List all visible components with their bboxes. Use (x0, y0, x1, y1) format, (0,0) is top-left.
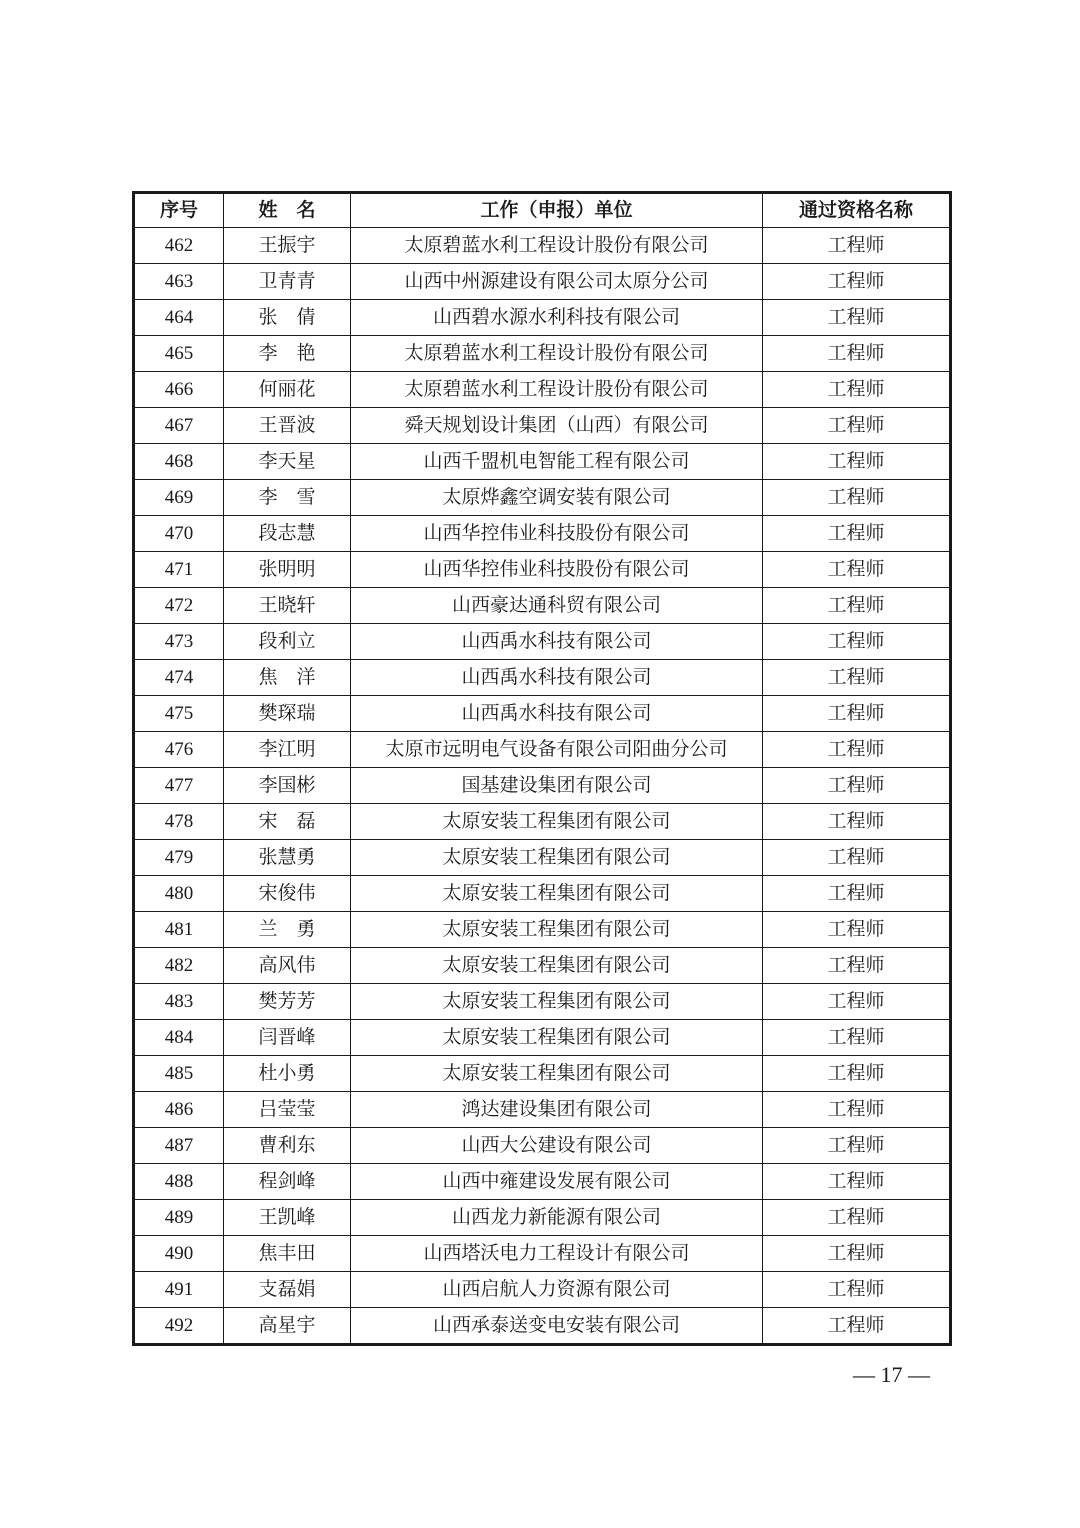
cell-name: 段志慧 (224, 516, 351, 552)
cell-unit: 山西中州源建设有限公司太原分公司 (351, 264, 763, 300)
cell-name: 吕莹莹 (224, 1092, 351, 1128)
cell-index: 475 (134, 696, 224, 732)
cell-name: 王振宇 (224, 228, 351, 264)
cell-unit: 山西华控伟业科技股份有限公司 (351, 552, 763, 588)
header-index: 序号 (134, 193, 224, 228)
cell-name: 曹利东 (224, 1128, 351, 1164)
cell-name: 李国彬 (224, 768, 351, 804)
cell-index: 488 (134, 1164, 224, 1200)
table-row (134, 624, 951, 660)
cell-name: 支磊娟 (224, 1272, 351, 1308)
cell-unit: 太原安装工程集团有限公司 (351, 840, 763, 876)
cell-name: 宋俊伟 (224, 876, 351, 912)
table-row (134, 444, 951, 480)
cell-name: 高风伟 (224, 948, 351, 984)
header-row (134, 193, 951, 228)
cell-unit: 太原市远明电气设备有限公司阳曲分公司 (351, 732, 763, 768)
table-row (134, 1056, 951, 1092)
table-row (134, 1092, 951, 1128)
cell-name: 焦丰田 (224, 1236, 351, 1272)
cell-index: 462 (134, 228, 224, 264)
cell-qualification: 工程师 (763, 1164, 951, 1200)
cell-unit: 舜天规划设计集团（山西）有限公司 (351, 408, 763, 444)
cell-unit: 太原安装工程集团有限公司 (351, 984, 763, 1020)
cell-name: 程剑峰 (224, 1164, 351, 1200)
cell-unit: 太原安装工程集团有限公司 (351, 1056, 763, 1092)
table-row (134, 1308, 951, 1345)
cell-unit: 太原安装工程集团有限公司 (351, 1020, 763, 1056)
table-row (134, 912, 951, 948)
cell-index: 483 (134, 984, 224, 1020)
cell-name: 李 艳 (224, 336, 351, 372)
cell-index: 472 (134, 588, 224, 624)
cell-index: 481 (134, 912, 224, 948)
cell-name: 张慧勇 (224, 840, 351, 876)
cell-name: 高星宇 (224, 1308, 351, 1345)
cell-index: 473 (134, 624, 224, 660)
cell-qualification: 工程师 (763, 300, 951, 336)
cell-qualification: 工程师 (763, 372, 951, 408)
table-row (134, 1272, 951, 1308)
cell-index: 465 (134, 336, 224, 372)
cell-unit: 太原安装工程集团有限公司 (351, 876, 763, 912)
table-row (134, 1020, 951, 1056)
cell-unit: 山西豪达通科贸有限公司 (351, 588, 763, 624)
cell-unit: 山西千盟机电智能工程有限公司 (351, 444, 763, 480)
cell-unit: 山西大公建设有限公司 (351, 1128, 763, 1164)
cell-name: 兰 勇 (224, 912, 351, 948)
cell-qualification: 工程师 (763, 912, 951, 948)
table-row (134, 876, 951, 912)
cell-unit: 山西塔沃电力工程设计有限公司 (351, 1236, 763, 1272)
cell-qualification: 工程师 (763, 1200, 951, 1236)
cell-unit: 太原安装工程集团有限公司 (351, 912, 763, 948)
cell-index: 485 (134, 1056, 224, 1092)
cell-qualification: 工程师 (763, 732, 951, 768)
cell-index: 480 (134, 876, 224, 912)
cell-qualification: 工程师 (763, 480, 951, 516)
cell-name: 樊芳芳 (224, 984, 351, 1020)
cell-index: 491 (134, 1272, 224, 1308)
cell-name: 李天星 (224, 444, 351, 480)
table-row (134, 372, 951, 408)
table-row (134, 588, 951, 624)
cell-index: 492 (134, 1308, 224, 1345)
cell-qualification: 工程师 (763, 696, 951, 732)
cell-name: 段利立 (224, 624, 351, 660)
cell-index: 464 (134, 300, 224, 336)
cell-unit: 太原烨鑫空调安装有限公司 (351, 480, 763, 516)
cell-unit: 山西龙力新能源有限公司 (351, 1200, 763, 1236)
table-row (134, 948, 951, 984)
cell-index: 476 (134, 732, 224, 768)
cell-index: 489 (134, 1200, 224, 1236)
table-row (134, 660, 951, 696)
cell-name: 李江明 (224, 732, 351, 768)
table-row (134, 408, 951, 444)
cell-qualification: 工程师 (763, 948, 951, 984)
cell-index: 474 (134, 660, 224, 696)
cell-index: 479 (134, 840, 224, 876)
table-row (134, 1236, 951, 1272)
table-row (134, 264, 951, 300)
cell-qualification: 工程师 (763, 552, 951, 588)
header-name: 姓 名 (224, 193, 351, 228)
cell-unit: 山西启航人力资源有限公司 (351, 1272, 763, 1308)
table-row (134, 228, 951, 264)
cell-name: 焦 洋 (224, 660, 351, 696)
cell-unit: 太原碧蓝水利工程设计股份有限公司 (351, 336, 763, 372)
cell-index: 468 (134, 444, 224, 480)
cell-qualification: 工程师 (763, 408, 951, 444)
cell-name: 卫青青 (224, 264, 351, 300)
cell-name: 杜小勇 (224, 1056, 351, 1092)
cell-unit: 山西中雍建设发展有限公司 (351, 1164, 763, 1200)
cell-qualification: 工程师 (763, 1092, 951, 1128)
table-header (134, 193, 951, 228)
cell-qualification: 工程师 (763, 1236, 951, 1272)
cell-index: 463 (134, 264, 224, 300)
cell-index: 467 (134, 408, 224, 444)
cell-name: 王凯峰 (224, 1200, 351, 1236)
cell-qualification: 工程师 (763, 876, 951, 912)
page-number: — 17 — (853, 1362, 930, 1387)
cell-qualification: 工程师 (763, 264, 951, 300)
cell-name: 张明明 (224, 552, 351, 588)
table-row (134, 552, 951, 588)
cell-unit: 山西禹水科技有限公司 (351, 624, 763, 660)
table-row (134, 804, 951, 840)
cell-qualification: 工程师 (763, 1056, 951, 1092)
table-row (134, 1128, 951, 1164)
cell-index: 490 (134, 1236, 224, 1272)
cell-unit: 山西禹水科技有限公司 (351, 660, 763, 696)
cell-qualification: 工程师 (763, 1128, 951, 1164)
cell-index: 487 (134, 1128, 224, 1164)
cell-qualification: 工程师 (763, 660, 951, 696)
cell-name: 王晓轩 (224, 588, 351, 624)
qualification-table (132, 191, 952, 1346)
table-row (134, 840, 951, 876)
cell-unit: 鸿达建设集团有限公司 (351, 1092, 763, 1128)
cell-qualification: 工程师 (763, 1308, 951, 1345)
table-row (134, 984, 951, 1020)
cell-qualification: 工程师 (763, 228, 951, 264)
table-row (134, 480, 951, 516)
cell-index: 466 (134, 372, 224, 408)
cell-index: 470 (134, 516, 224, 552)
cell-name: 樊琛瑞 (224, 696, 351, 732)
cell-unit: 国基建设集团有限公司 (351, 768, 763, 804)
table-row (134, 732, 951, 768)
cell-qualification: 工程师 (763, 984, 951, 1020)
cell-name: 王晋波 (224, 408, 351, 444)
table-row (134, 1164, 951, 1200)
table-row (134, 336, 951, 372)
cell-qualification: 工程师 (763, 588, 951, 624)
table-row (134, 516, 951, 552)
cell-unit: 山西承泰送变电安装有限公司 (351, 1308, 763, 1345)
cell-qualification: 工程师 (763, 804, 951, 840)
cell-qualification: 工程师 (763, 768, 951, 804)
cell-qualification: 工程师 (763, 444, 951, 480)
table-row (134, 696, 951, 732)
cell-name: 张 倩 (224, 300, 351, 336)
table-row (134, 1200, 951, 1236)
cell-index: 486 (134, 1092, 224, 1128)
cell-name: 何丽花 (224, 372, 351, 408)
cell-index: 484 (134, 1020, 224, 1056)
header-unit: 工作（申报）单位 (351, 193, 763, 228)
cell-qualification: 工程师 (763, 840, 951, 876)
cell-index: 478 (134, 804, 224, 840)
cell-index: 469 (134, 480, 224, 516)
cell-unit: 太原安装工程集团有限公司 (351, 804, 763, 840)
cell-index: 477 (134, 768, 224, 804)
cell-qualification: 工程师 (763, 336, 951, 372)
cell-name: 闫晋峰 (224, 1020, 351, 1056)
cell-qualification: 工程师 (763, 624, 951, 660)
cell-unit: 太原碧蓝水利工程设计股份有限公司 (351, 372, 763, 408)
cell-index: 482 (134, 948, 224, 984)
cell-unit: 太原安装工程集团有限公司 (351, 948, 763, 984)
cell-qualification: 工程师 (763, 1020, 951, 1056)
table-body (134, 228, 951, 1345)
cell-unit: 山西碧水源水利科技有限公司 (351, 300, 763, 336)
cell-name: 宋 磊 (224, 804, 351, 840)
cell-qualification: 工程师 (763, 1272, 951, 1308)
cell-unit: 山西华控伟业科技股份有限公司 (351, 516, 763, 552)
cell-qualification: 工程师 (763, 516, 951, 552)
cell-index: 471 (134, 552, 224, 588)
header-qualification: 通过资格名称 (763, 193, 951, 228)
cell-unit: 山西禹水科技有限公司 (351, 696, 763, 732)
cell-name: 李 雪 (224, 480, 351, 516)
cell-unit: 太原碧蓝水利工程设计股份有限公司 (351, 228, 763, 264)
table-row (134, 300, 951, 336)
table-row (134, 768, 951, 804)
